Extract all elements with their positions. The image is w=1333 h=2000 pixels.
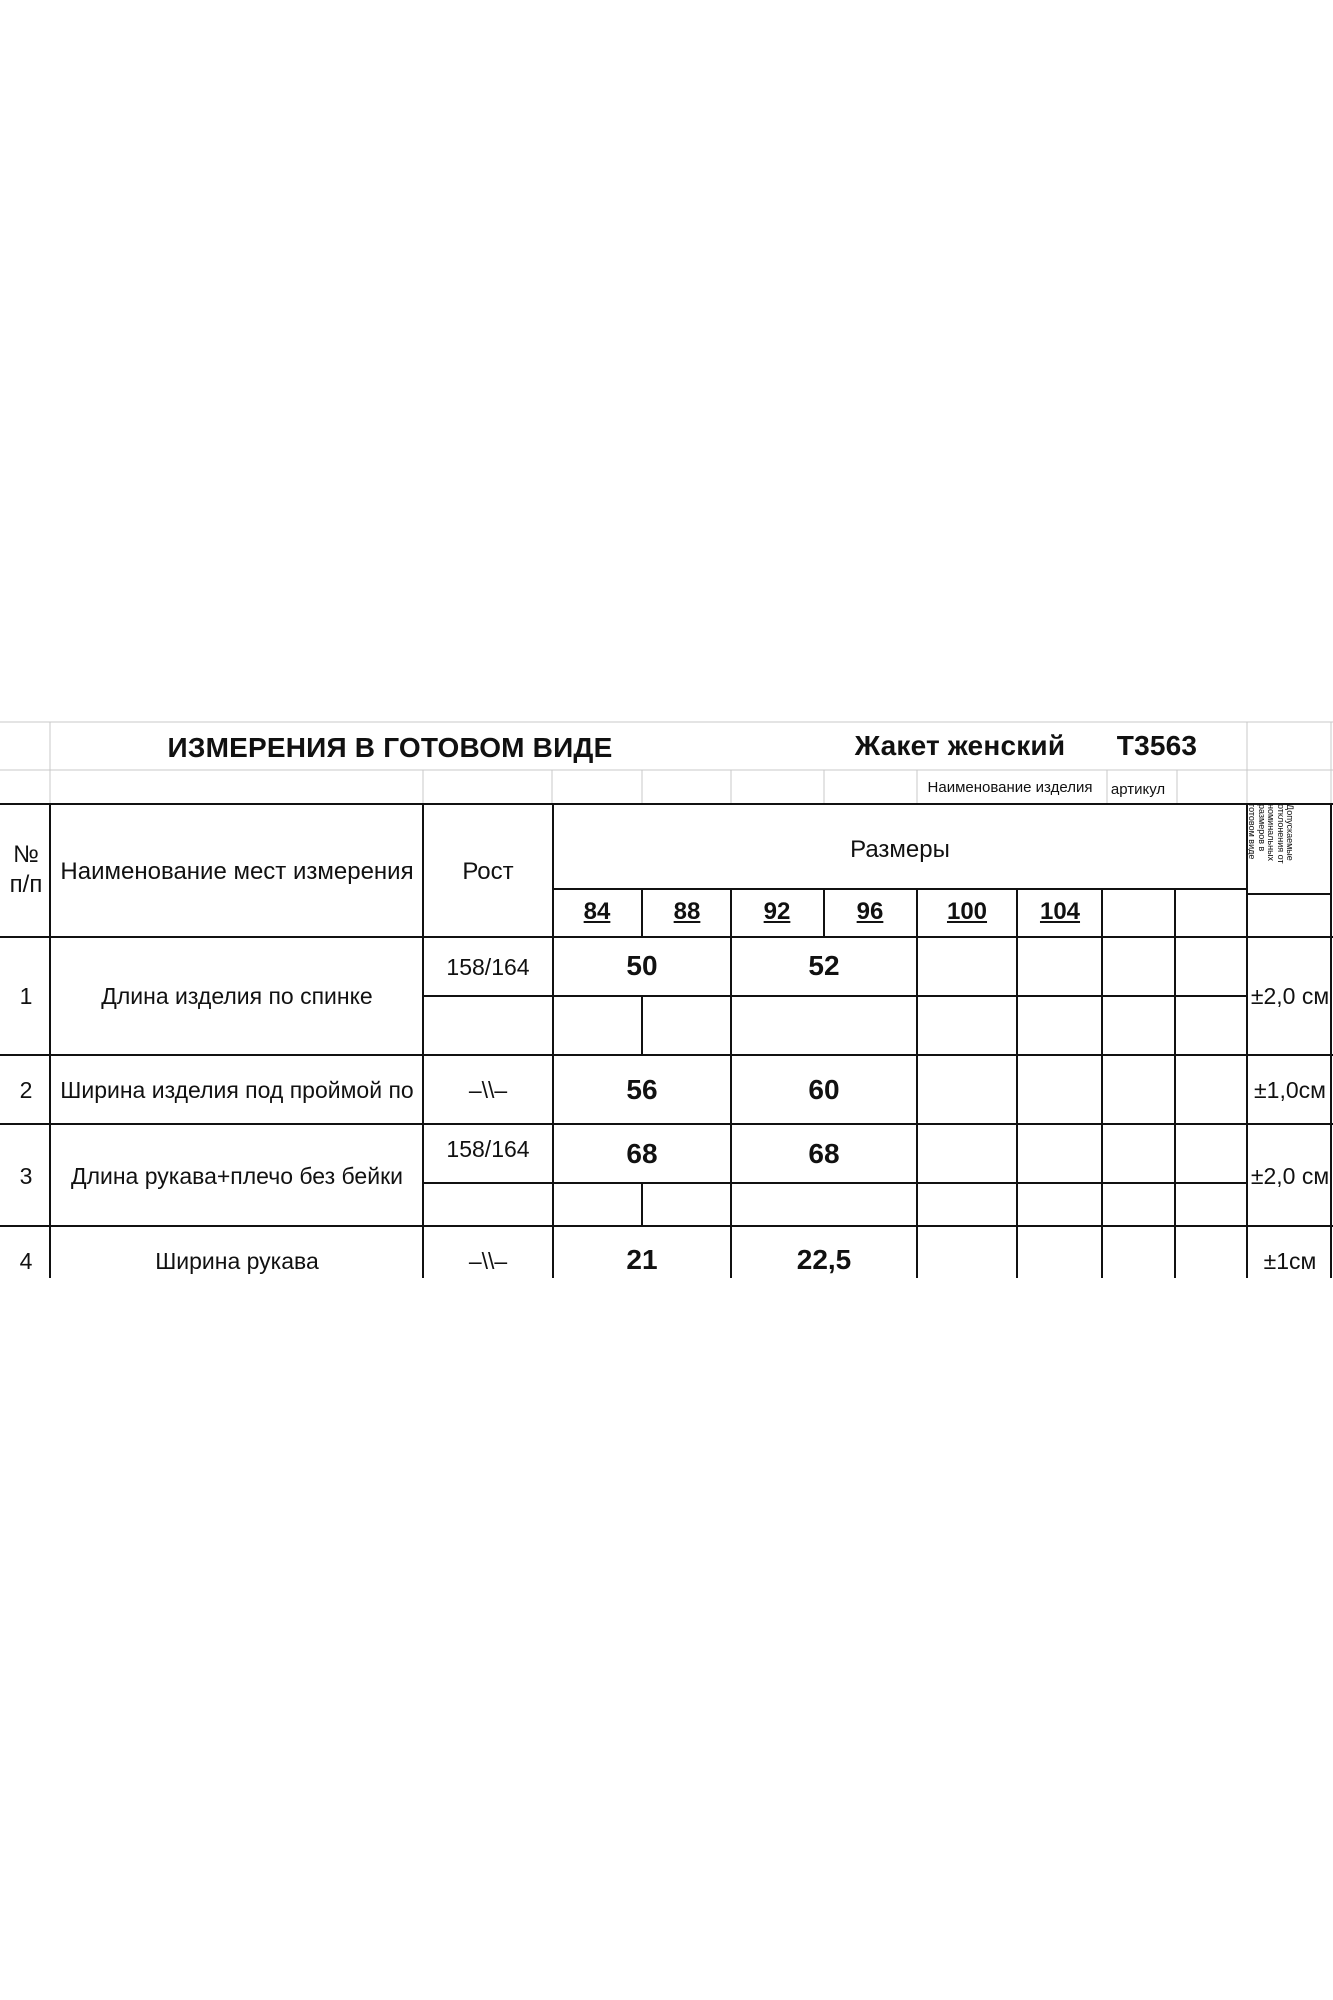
height-value: 158/164 [446, 954, 530, 980]
measure-value: 21 [626, 1244, 658, 1275]
measurement-sheet [0, 720, 1333, 1278]
measure-value: 50 [626, 950, 658, 981]
header-measure-name: Наименование мест измерения [60, 858, 414, 885]
tolerance-value: ±1,0см [1254, 1077, 1326, 1103]
measure-value: 68 [808, 1138, 840, 1169]
measure-value: 68 [626, 1138, 658, 1169]
sheet-title: ИЗМЕРЕНИЯ В ГОТОВОМ ВИДЕ [167, 732, 613, 763]
row-number: 3 [19, 1163, 33, 1189]
size-label: 84 [583, 898, 611, 925]
measure-value: 60 [808, 1074, 840, 1105]
size-label: 92 [763, 898, 791, 925]
height-value: –\\– [468, 1077, 508, 1103]
header-sizes: Размеры [850, 836, 950, 863]
tolerance-value: ±2,0 см [1250, 983, 1330, 1009]
measure-value: 56 [626, 1074, 658, 1105]
article-caption: артикул [1110, 781, 1166, 798]
product-name-caption: Наименование изделия [927, 779, 1093, 796]
measure-name: Ширина рукава [155, 1248, 319, 1274]
product-name: Жакет женский [854, 730, 1066, 761]
size-label: 88 [673, 898, 701, 925]
header-row-number: № п/п [9, 841, 43, 898]
measure-name: Длина рукава+плечо без бейки [71, 1163, 403, 1189]
measure-name: Длина изделия по спинке [101, 983, 373, 1009]
row-number: 1 [19, 983, 33, 1009]
size-label: 100 [946, 898, 988, 925]
height-value: –\\– [468, 1248, 508, 1274]
row-number: 4 [19, 1248, 33, 1274]
tolerance-value: ±2,0 см [1250, 1163, 1330, 1189]
header-tolerance: Допускаемые отклонения от номинальных размеров в готовом виде [1247, 804, 1295, 864]
measure-name: Ширина изделия под проймой по [60, 1077, 414, 1103]
header-height: Рост [462, 858, 514, 885]
size-label: 96 [856, 898, 884, 925]
tolerance-value: ±1см [1263, 1248, 1317, 1274]
measure-value: 22,5 [796, 1244, 852, 1275]
row-number: 2 [19, 1077, 33, 1103]
height-value: 158/164 [446, 1136, 530, 1162]
measure-value: 52 [808, 950, 840, 981]
article-number: Т3563 [1116, 730, 1198, 761]
size-label: 104 [1039, 898, 1081, 925]
